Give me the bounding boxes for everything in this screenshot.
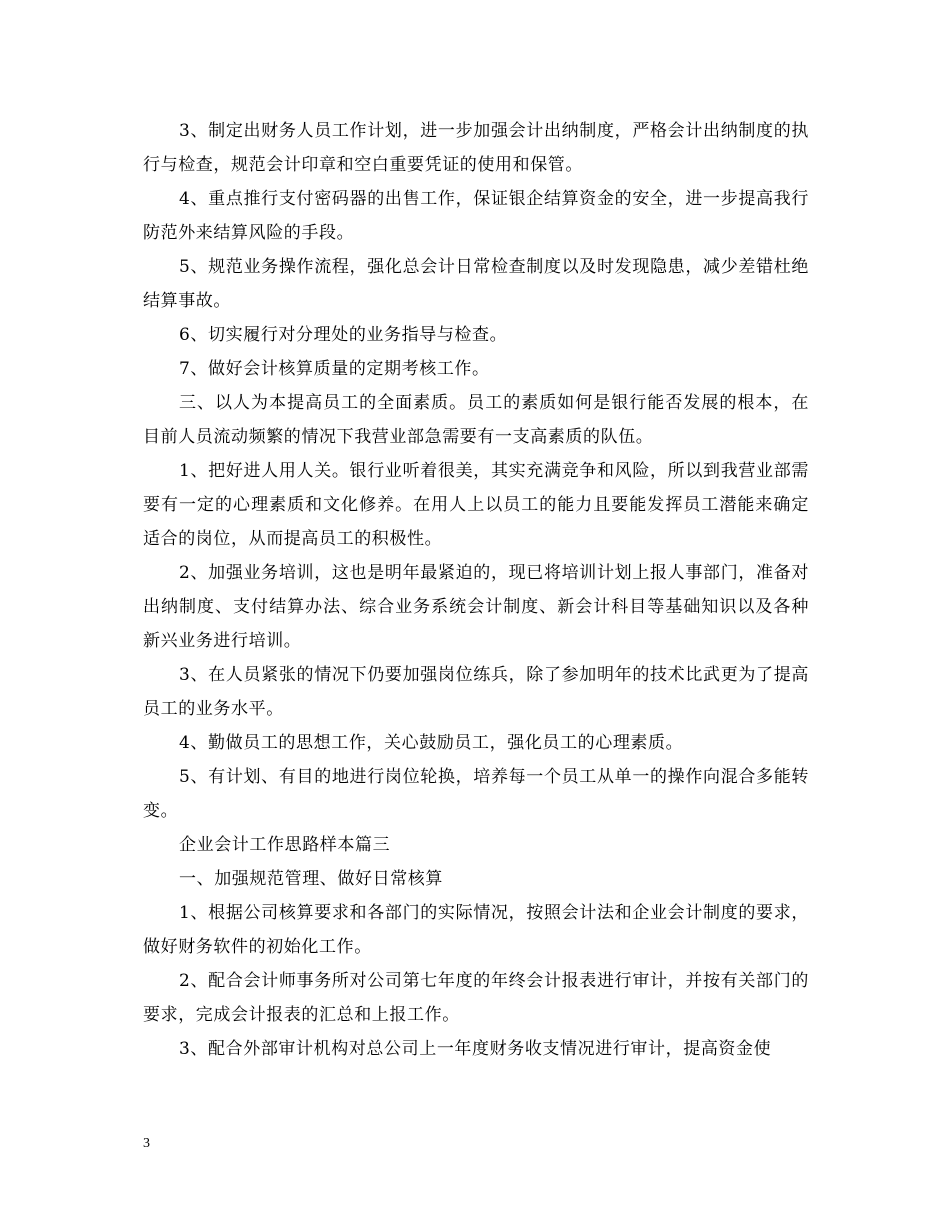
article-title: 企业会计工作思路样本篇三 bbox=[179, 835, 391, 855]
paragraph: 3、配合外部审计机构对总公司上一年度财务收支情况进行审计，提高资金使 bbox=[179, 1039, 772, 1059]
paragraph: 5、规范业务操作流程，强化总会计日常检查制度以及时发现隐患，减少差错杜绝结算事故。 bbox=[143, 257, 809, 311]
paragraph: 5、有计划、有目的地进行岗位轮换，培养每一个员工从单一的操作向混合多能转变。 bbox=[143, 767, 809, 821]
paragraph: 2、配合会计师事务所对公司第七年度的年终会计报表进行审计，并按有关部门的要求，完成会计报表的汇总和上报工作。 bbox=[143, 971, 809, 1025]
section-heading: 一、加强规范管理、做好日常核算 bbox=[179, 869, 443, 889]
paragraph: 1、把好进人用人关。银行业听着很美，其实充满竞争和风险，所以到我营业部需要有一定的心理素质和文化修养。在用人上以员工的能力且要能发挥员工潜能来确定适合的岗位，从而提高员工的积极性。 bbox=[143, 461, 809, 549]
paragraph: 3、在人员紧张的情况下仍要加强岗位练兵，除了参加明年的技术比武更为了提高员工的业务水平。 bbox=[143, 665, 809, 719]
section-heading: 三、以人为本提高员工的全面素质。员工的素质如何是银行能否发展的根本，在目前人员流动频繁的情况下我营业部急需要有一支高素质的队伍。 bbox=[143, 393, 809, 447]
paragraph: 7、做好会计核算质量的定期考核工作。 bbox=[179, 359, 490, 379]
paragraph: 4、重点推行支付密码器的出售工作，保证银企结算资金的安全，进一步提高我行防范外来结算风险的手段。 bbox=[143, 189, 809, 243]
paragraph: 1、根据公司核算要求和各部门的实际情况，按照会计法和企业会计制度的要求，做好财务软件的初始化工作。 bbox=[143, 903, 809, 957]
paragraph: 6、切实履行对分理处的业务指导与检查。 bbox=[179, 325, 508, 345]
document-body bbox=[143, 114, 809, 1066]
paragraph: 2、加强业务培训，这也是明年最紧迫的，现已将培训计划上报人事部门，准备对出纳制度、支付结算办法、综合业务系统会计制度、新会计科目等基础知识以及各种新兴业务进行培训。 bbox=[143, 563, 809, 651]
paragraph: 3、制定出财务人员工作计划，进一步加强会计出纳制度，严格会计出纳制度的执行与检查，规范会计印章和空白重要凭证的使用和保管。 bbox=[143, 121, 809, 175]
paragraph: 4、勤做员工的思想工作，关心鼓励员工，强化员工的心理素质。 bbox=[179, 733, 684, 753]
page-number: 3 bbox=[143, 1136, 150, 1151]
